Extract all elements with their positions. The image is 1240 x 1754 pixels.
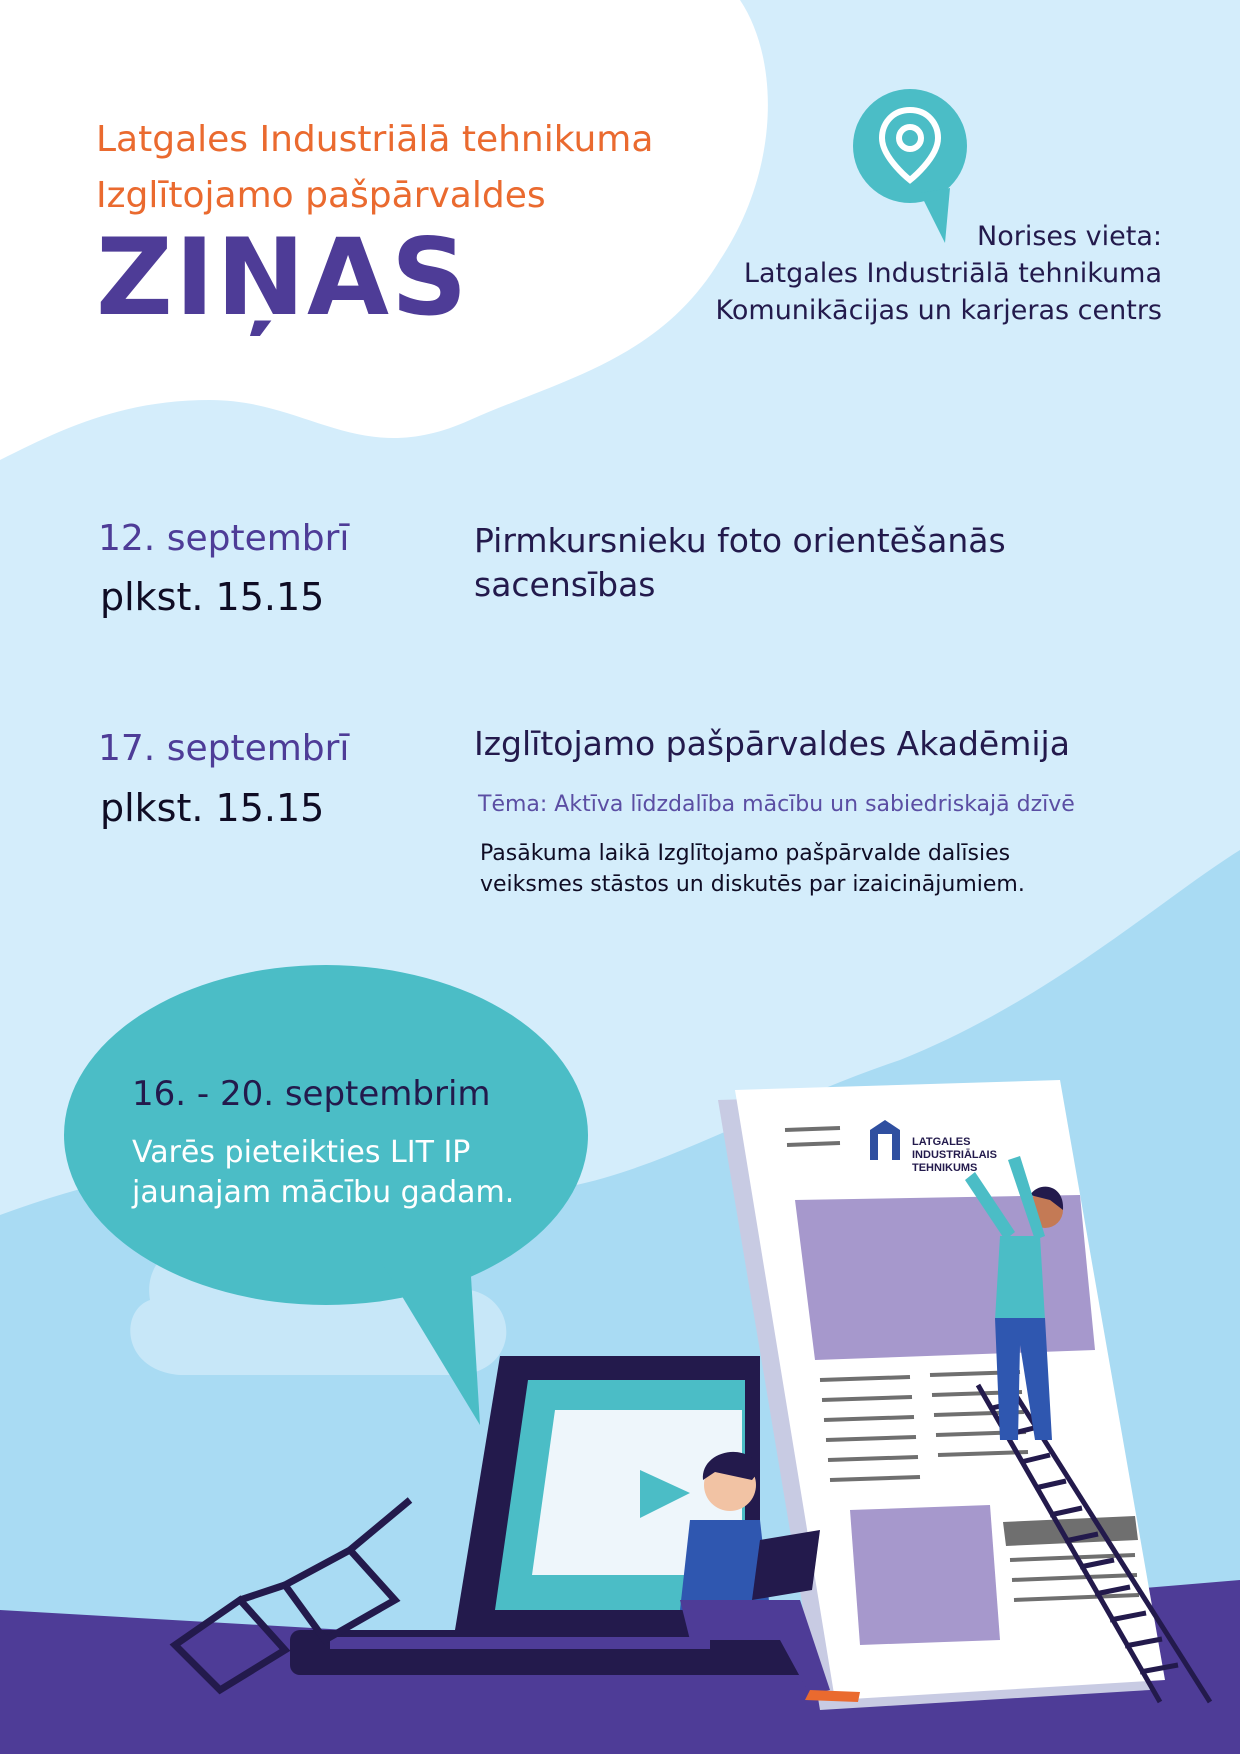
event-2-desc-line-2: veiksmes stāstos un diskutēs par izaicinājumiem.: [480, 872, 1025, 897]
newspaper-logo-line-3: TEHNIKUMS: [912, 1162, 978, 1174]
subtitle-line-1: Latgales Industriālā tehnikuma: [96, 119, 654, 160]
event-1-title-line-1: Pirmkursnieku foto orientēšanās: [474, 521, 1006, 560]
event-2-date: 17. septembrī: [98, 728, 350, 769]
event-1-time: plkst. 15.15: [100, 575, 325, 619]
event-2-time: plkst. 15.15: [100, 786, 325, 830]
location-line-1: Latgales Industriālā tehnikuma: [743, 258, 1162, 289]
event-2-theme: Tēma: Aktīva līdzdalība mācību un sabiedriskajā dzīvē: [478, 792, 1075, 817]
subtitle-line-2: Izglītojamo pašpārvaldes: [96, 175, 546, 216]
bubble-text-line-1: Varēs pieteikties LIT IP: [132, 1135, 471, 1170]
location-label: Norises vieta:: [977, 221, 1162, 252]
newspaper-logo-line-1: LATGALES: [912, 1136, 971, 1148]
event-1-title-line-2: sacensības: [474, 565, 656, 604]
event-2-desc-line-1: Pasākuma laikā Izglītojamo pašpārvalde dalīsies: [480, 841, 1011, 866]
bubble-text-line-2: jaunajam mācību gadam.: [132, 1175, 515, 1210]
event-2-title: Izglītojamo pašpārvaldes Akadēmija: [474, 724, 1070, 763]
event-1-date: 12. septembrī: [98, 518, 350, 559]
newspaper-logo-line-2: INDUSTRIĀLAIS: [912, 1149, 997, 1161]
bubble-date: 16. - 20. septembrim: [132, 1074, 491, 1114]
location-line-2: Komunikācijas un karjeras centrs: [715, 295, 1162, 326]
page-title: ZIŅAS: [96, 216, 470, 339]
